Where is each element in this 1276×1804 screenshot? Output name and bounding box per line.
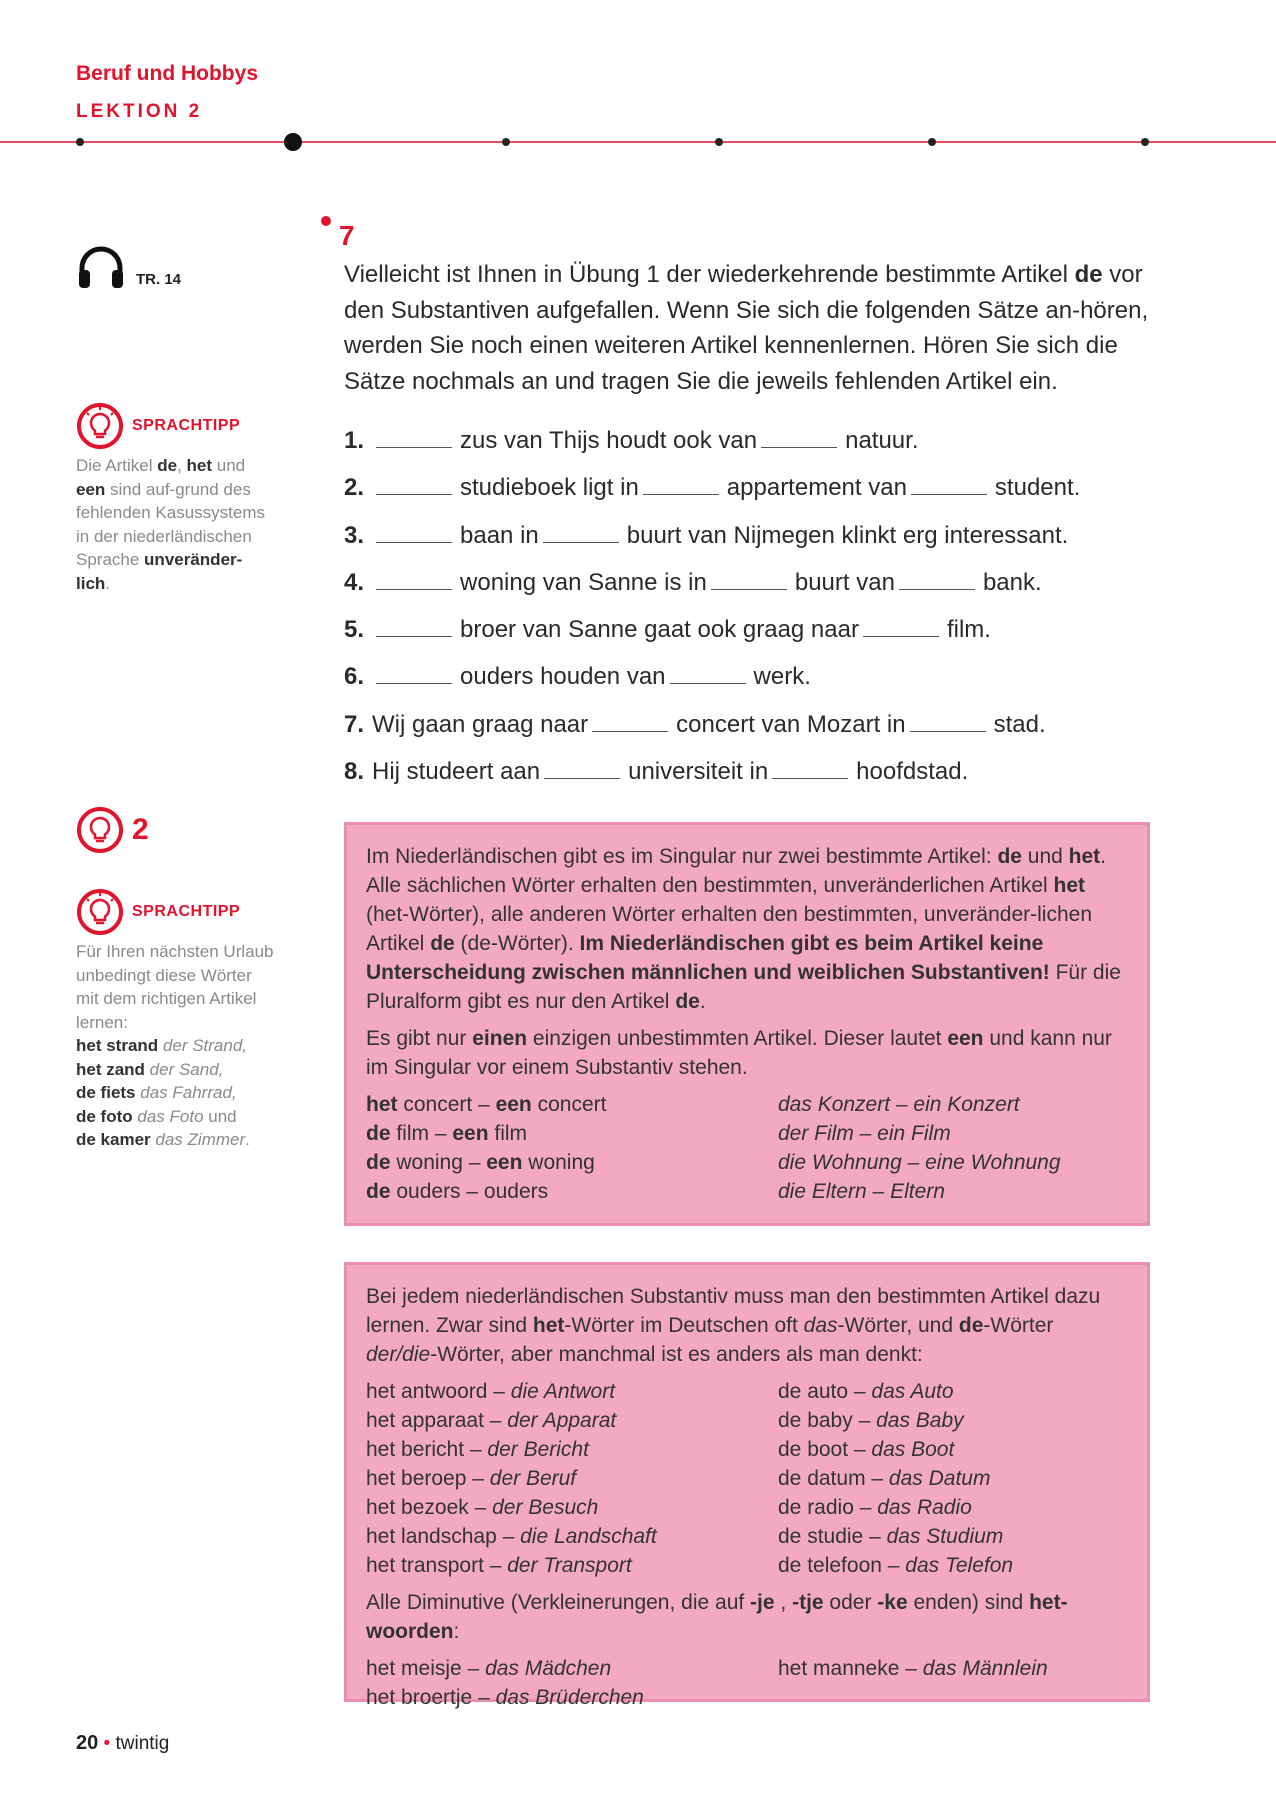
blank-field[interactable] — [544, 758, 620, 779]
sentence-5: 5. broer van Sanne gaat ook graag naar film. — [344, 616, 991, 644]
list-item: de datum – das Datum — [778, 1467, 991, 1490]
audio-track[interactable] — [76, 246, 276, 290]
headphones-icon — [76, 246, 126, 290]
page-number: 20 — [76, 1732, 99, 1754]
blank-field[interactable] — [592, 711, 668, 732]
exercise-instructions: Vielleicht ist Ihnen in Übung 1 der wiederkehrende bestimmte Artikel de vor den Substantiven aufgefallen. Wenn Sie sich die folgenden Sätze an-hören, werden Sie noch einen weiteren Artikel kennenlernen. Hören Sie sich die Sätze nochmals an und tragen Sie die jeweils fehlenden Artikel ein. — [344, 261, 1149, 395]
example-de: die Eltern – Eltern — [778, 1180, 945, 1203]
example-nl: de film – een film — [366, 1122, 528, 1145]
word-list — [366, 1377, 1128, 1580]
list-item: de baby – das Baby — [778, 1409, 964, 1432]
timeline-divider — [0, 132, 1276, 152]
example-pairs — [366, 1090, 1128, 1206]
sentence-3: 3. baan in buurt van Nijmegen klinkt erg interessant. — [344, 521, 1069, 549]
blank-field[interactable] — [863, 616, 939, 637]
timeline-dot — [502, 138, 510, 146]
grammar-paragraph: Im Niederländischen gibt es im Singular nur zwei bestimmte Artikel: de und het. Alle sächlichen Wörter erhalten den bestimmten, unveränderlichen Artikel het (het-Wörter), alle anderen Wörter erhalten den bestimmten, unveränder-lichen Artikel de (de-Wörter). Im Niederländischen gibt es beim Artikel keine Unterscheidung zwischen männlichen und weiblichen Substantiven! Für die Pluralform gibt es nur den Artikel de. — [366, 845, 1121, 1013]
list-item: de boot – das Boot — [778, 1438, 955, 1461]
timeline-current-dot — [284, 133, 302, 151]
tip-text: Die Artikel de, het und een sind auf-grund des fehlenden Kasussystems in der niederländischen Sprache unveränder-lich. — [76, 456, 265, 593]
blank-field[interactable] — [772, 758, 848, 779]
list-item: het bericht – der Bericht — [366, 1438, 589, 1461]
blank-field[interactable] — [670, 663, 746, 684]
sentence-1: 1. zus van Thijs houdt ook van natuur. — [344, 427, 919, 454]
sentence-6: 6. ouders houden van werk. — [344, 663, 811, 691]
list-item: de radio – das Radio — [778, 1496, 972, 1519]
list-item: het transport – der Transport — [366, 1554, 632, 1577]
track-label: TR. 14 — [136, 271, 182, 288]
list-item: het manneke – das Männlein — [778, 1657, 1048, 1680]
list-item: het apparaat – der Apparat — [366, 1409, 617, 1432]
language-tip-1 — [76, 402, 276, 595]
blank-field[interactable] — [376, 569, 452, 590]
list-item: het antwoord – die Antwort — [366, 1380, 616, 1403]
example-nl: de ouders – ouders — [366, 1180, 549, 1203]
grammar-paragraph: Bei jedem niederländischen Substantiv muss man den bestimmten Artikel dazu lernen. Zwar sind het-Wörter im Deutschen oft das-Wörter, und de-Wörter der/die-Wörter, aber manchmal ist es anders als man denkt: — [366, 1285, 1101, 1366]
example-de: die Wohnung – eine Wohnung — [778, 1151, 1061, 1174]
tip-reference-2 — [76, 806, 149, 854]
lightbulb-icon — [76, 402, 124, 450]
lightbulb-icon — [76, 806, 124, 854]
grammar-box-articles — [344, 822, 1150, 1226]
list-item: het landschap – die Landschaft — [366, 1525, 657, 1548]
exercise-marker — [321, 216, 331, 226]
blank-field[interactable] — [376, 522, 452, 543]
example-nl: de woning – een woning — [366, 1151, 595, 1174]
example-nl: het concert – een concert — [366, 1093, 607, 1116]
page-footer: 20 • twintig — [76, 1732, 170, 1754]
blank-field[interactable] — [543, 522, 619, 543]
lesson-label: LEKTION 2 — [76, 101, 203, 122]
list-item: de studie – das Studium — [778, 1525, 1004, 1548]
blank-field[interactable] — [376, 427, 452, 448]
grammar-paragraph: Es gibt nur einen einzigen unbestimmten Artikel. Dieser lautet een und kann nur im Singular vor einem Substantiv stehen. — [366, 1027, 1112, 1079]
timeline-dot — [1141, 138, 1149, 146]
tip-text: Für Ihren nächsten Urlaub unbedingt diese Wörter mit dem richtigen Artikel lernen: het strand der Strand, het zand der Sand, de fiets das Fahrrad, de foto das Foto und de kamer das Zimmer. — [76, 942, 274, 1149]
list-item: het broertje – das Brüderchen — [366, 1686, 644, 1709]
blank-field[interactable] — [911, 474, 987, 495]
blank-field[interactable] — [643, 474, 719, 495]
list-item: het beroep – der Beruf — [366, 1467, 577, 1490]
blank-field[interactable] — [899, 569, 975, 590]
blank-field[interactable] — [910, 711, 986, 732]
blank-field[interactable] — [376, 663, 452, 684]
exercise-number: 7 — [339, 220, 355, 251]
list-item: het bezoek – der Besuch — [366, 1496, 599, 1519]
diminutive-rule: Alle Diminutive (Verkleinerungen, die auf -je , -tje oder -ke enden) sind het-woorden: — [366, 1591, 1068, 1643]
grammar-box-gender — [344, 1262, 1150, 1709]
lightbulb-icon — [76, 888, 124, 936]
chapter-title: Beruf und Hobbys — [76, 62, 258, 85]
list-item: het meisje – das Mädchen — [366, 1657, 612, 1680]
tip-title: SPRACHTIPP — [132, 417, 241, 434]
list-item: de telefoon – das Telefon — [778, 1554, 1014, 1577]
sentence-list — [344, 421, 1164, 799]
tip-number: 2 — [132, 813, 149, 846]
list-item: de auto – das Auto — [778, 1380, 954, 1403]
blank-field[interactable] — [376, 616, 452, 637]
example-de: der Film – ein Film — [778, 1122, 951, 1145]
language-tip-2 — [76, 888, 276, 1152]
timeline-dot — [928, 138, 936, 146]
timeline-dot — [76, 138, 84, 146]
sentence-2: 2. studieboek ligt in appartement van student. — [344, 474, 1081, 502]
timeline-dot — [715, 138, 723, 146]
sentence-4: 4. woning van Sanne is in buurt van bank. — [344, 568, 1042, 596]
page-number-word: twintig — [115, 1733, 170, 1754]
sentence-8: 8. Hij studeert aan universiteit in hoofdstad. — [344, 758, 969, 786]
sentence-7: 7. Wij gaan graag naar concert van Mozart in stad. — [344, 710, 1046, 738]
blank-field[interactable] — [376, 474, 452, 495]
example-de: das Konzert – ein Konzert — [778, 1093, 1020, 1116]
blank-field[interactable] — [761, 427, 837, 448]
diminutive-list — [366, 1654, 1128, 1712]
tip-title: SPRACHTIPP — [132, 903, 241, 920]
blank-field[interactable] — [711, 569, 787, 590]
